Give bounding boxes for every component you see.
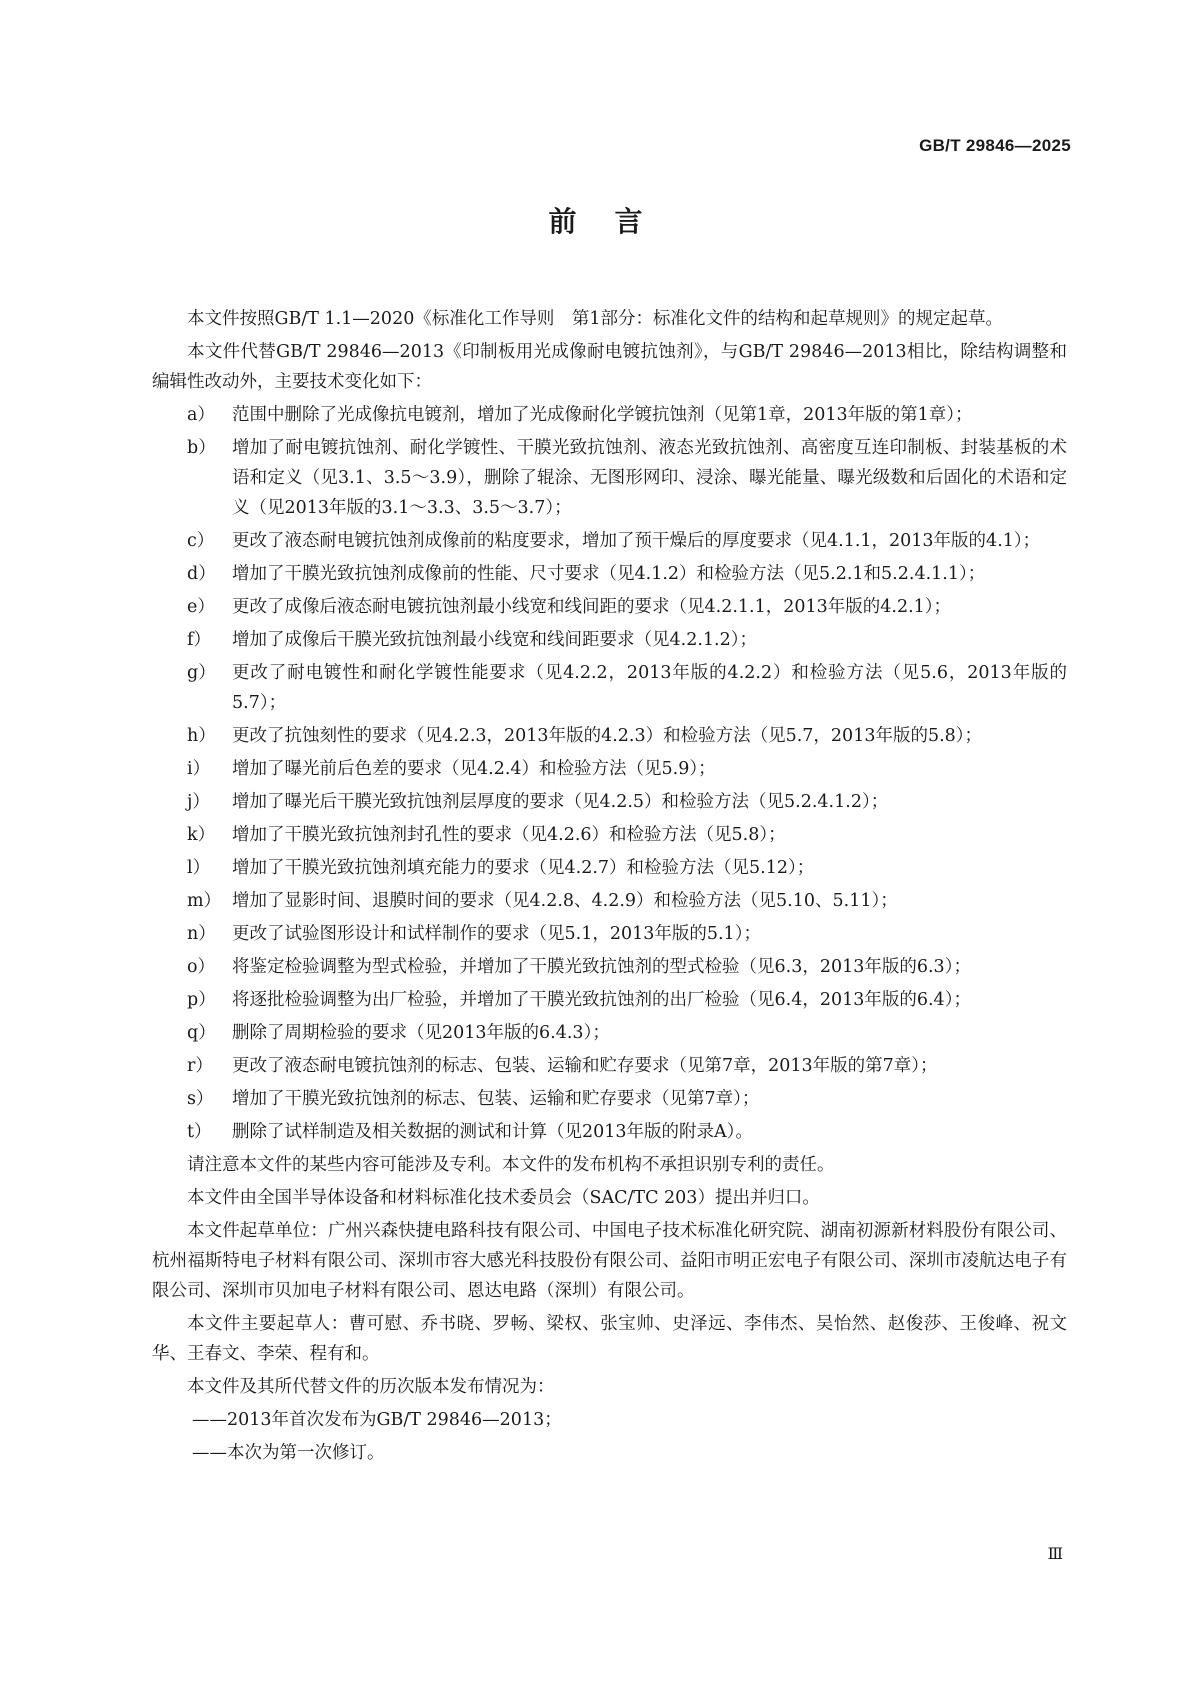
list-item-label: c） bbox=[187, 531, 215, 551]
list-item bbox=[152, 1117, 1067, 1147]
changes-list bbox=[152, 400, 1067, 1147]
list-item-text: 增加了成像后干膜光致抗蚀剂最小线宽和线间距要求（见4.2.1.2）； bbox=[232, 630, 757, 650]
list-item bbox=[152, 526, 1067, 556]
page-title: 前言 bbox=[548, 205, 681, 238]
list-item bbox=[152, 1051, 1067, 1081]
list-item-label: l） bbox=[187, 858, 211, 878]
list-item bbox=[152, 853, 1067, 883]
list-item-text: 增加了干膜光致抗蚀剂成像前的性能、尺寸要求（见4.1.2）和检验方法（见5.2.1和5.2.4.1.1）； bbox=[232, 564, 986, 584]
list-item-text: 增加了干膜光致抗蚀剂封孔性的要求（见4.2.6）和检验方法（见5.8）； bbox=[232, 825, 786, 845]
list-item-text: 将逐批检验调整为出厂检验，并增加了干膜光致抗蚀剂的出厂检验（见6.4，2013年版的6.4）； bbox=[232, 990, 971, 1010]
list-item-label: p） bbox=[187, 990, 216, 1010]
list-item-label: t） bbox=[187, 1122, 212, 1142]
list-item bbox=[152, 1018, 1067, 1048]
list-item-label: d） bbox=[187, 564, 216, 584]
standard-code: GB/T 29846—2025 bbox=[919, 136, 1071, 155]
patent-notice: 请注意本文件的某些内容可能涉及专利。本文件的发布机构不承担识别专利的责任。 bbox=[187, 1155, 835, 1175]
list-item-label: f） bbox=[187, 630, 211, 650]
list-item-text: 更改了液态耐电镀抗蚀剂的标志、包装、运输和贮存要求（见第7章，2013年版的第7章）； bbox=[232, 1056, 938, 1076]
list-item bbox=[152, 400, 1067, 430]
list-item-text: 增加了曝光后干膜光致抗蚀剂层厚度的要求（见4.2.5）和检验方法（见5.2.4.1.2）； bbox=[232, 792, 889, 812]
list-item bbox=[152, 433, 1067, 523]
list-item bbox=[152, 754, 1067, 784]
list-item-text: 更改了成像后液态耐电镀抗蚀剂最小线宽和线间距的要求（见4.2.1.1，2013年版的4.2.1）； bbox=[232, 597, 952, 617]
list-item-label: a） bbox=[187, 405, 215, 425]
history-intro: 本文件及其所代替文件的历次版本发布情况为： bbox=[187, 1377, 555, 1397]
list-item-label: g） bbox=[187, 663, 216, 683]
list-item-label: h） bbox=[187, 726, 216, 746]
list-item-label: n） bbox=[187, 924, 216, 944]
drafters: 本文件主要起草人：曹可慰、乔书晓、罗畅、梁权、张宝帅、史泽远、李伟杰、吴怡然、赵俊莎、王俊峰、祝文华、王春文、李荣、程有和。 bbox=[152, 1314, 1067, 1364]
list-item bbox=[152, 1084, 1067, 1114]
list-item-label: s） bbox=[187, 1089, 214, 1109]
history-item: ——本次为第一次修订。 bbox=[192, 1443, 385, 1463]
list-item-text: 将鉴定检验调整为型式检验，并增加了干膜光致抗蚀剂的型式检验（见6.3，2013年版的6.3）； bbox=[232, 957, 971, 977]
intro-paragraph: 本文件按照GB/T 1.1—2020《标准化工作导则 第1部分：标准化文件的结构和起草规则》的规定起草。 bbox=[187, 309, 1003, 329]
list-item-label: j） bbox=[187, 792, 210, 812]
list-item bbox=[152, 985, 1067, 1015]
list-item-text: 删除了试样制造及相关数据的测试和计算（见2013年版的附录A）。 bbox=[232, 1122, 753, 1142]
list-item-label: m） bbox=[187, 891, 222, 911]
list-item bbox=[152, 658, 1067, 718]
list-item bbox=[152, 559, 1067, 589]
list-item-text: 增加了曝光前后色差的要求（见4.2.4）和检验方法（见5.9）； bbox=[232, 759, 716, 779]
list-item bbox=[152, 886, 1067, 916]
list-item bbox=[152, 820, 1067, 850]
list-item-text: 范围中删除了光成像抗电镀剂，增加了光成像耐化学镀抗蚀剂（见第1章，2013年版的第1章）； bbox=[232, 405, 973, 425]
list-item-label: b） bbox=[187, 438, 216, 458]
list-item-text: 增加了耐电镀抗蚀剂、耐化学镀性、干膜光致抗蚀剂、液态光致抗蚀剂、高密度互连印制板、封装基板的术语和定义（见3.1、3.5～3.9），删除了辊涂、无图形网印、浸涂、曝光能量、曝光级数和后固化的术语和定义（见2013年版的3.1～3.3、3.5～3.7）； bbox=[232, 438, 1067, 518]
list-item-label: i） bbox=[187, 759, 211, 779]
list-item bbox=[152, 919, 1067, 949]
list-item bbox=[152, 625, 1067, 655]
list-item bbox=[152, 787, 1067, 817]
committee-statement: 本文件由全国半导体设备和材料标准化技术委员会（SAC/TC 203）提出并归口。 bbox=[187, 1188, 820, 1208]
list-item-label: q） bbox=[187, 1023, 216, 1043]
list-item-text: 更改了试验图形设计和试样制作的要求（见5.1，2013年版的5.1）； bbox=[232, 924, 761, 944]
list-item-text: 删除了周期检验的要求（见2013年版的6.4.3）； bbox=[232, 1023, 610, 1043]
list-item-text: 更改了液态耐电镀抗蚀剂成像前的粘度要求，增加了预干燥后的厚度要求（见4.1.1，2013年版的4.1）； bbox=[232, 531, 1041, 551]
list-item-text: 增加了显影时间、退膜时间的要求（见4.2.8、4.2.9）和检验方法（见5.10、5.11）； bbox=[232, 891, 898, 911]
list-item-label: e） bbox=[187, 597, 215, 617]
intro-paragraph: 本文件代替GB/T 29846—2013《印制板用光成像耐电镀抗蚀剂》，与GB/T 29846—2013相比，除结构调整和编辑性改动外，主要技术变化如下： bbox=[152, 342, 1067, 392]
list-item-text: 增加了干膜光致抗蚀剂填充能力的要求（见4.2.7）和检验方法（见5.12）； bbox=[232, 858, 815, 878]
list-item-text: 更改了耐电镀性和耐化学镀性能要求（见4.2.2，2013年版的4.2.2）和检验方法（见5.6，2013年版的5.7）； bbox=[232, 663, 1067, 713]
list-item bbox=[152, 952, 1067, 982]
foreword-body bbox=[152, 304, 1067, 1471]
history-item: ——2013年首次发布为GB/T 29846—2013； bbox=[192, 1410, 562, 1430]
list-item-text: 增加了干膜光致抗蚀剂的标志、包装、运输和贮存要求（见第7章）； bbox=[232, 1089, 760, 1109]
list-item-label: o） bbox=[187, 957, 216, 977]
page-number: Ⅲ bbox=[1047, 1544, 1063, 1563]
drafting-units: 本文件起草单位：广州兴森快捷电路科技有限公司、中国电子技术标准化研究院、湖南初源新材料股份有限公司、杭州福斯特电子材料有限公司、深圳市容大感光科技股份有限公司、益阳市明正宏电子有限公司、深圳市凌航达电子有限公司、深圳市贝加电子材料有限公司、恩达电路（深圳）有限公司。 bbox=[152, 1221, 1067, 1301]
list-item-label: r） bbox=[187, 1056, 213, 1076]
list-item-text: 更改了抗蚀刻性的要求（见4.2.3，2013年版的4.2.3）和检验方法（见5.7，2013年版的5.8）； bbox=[232, 726, 983, 746]
list-item bbox=[152, 592, 1067, 622]
list-item-label: k） bbox=[187, 825, 216, 845]
list-item bbox=[152, 721, 1067, 751]
